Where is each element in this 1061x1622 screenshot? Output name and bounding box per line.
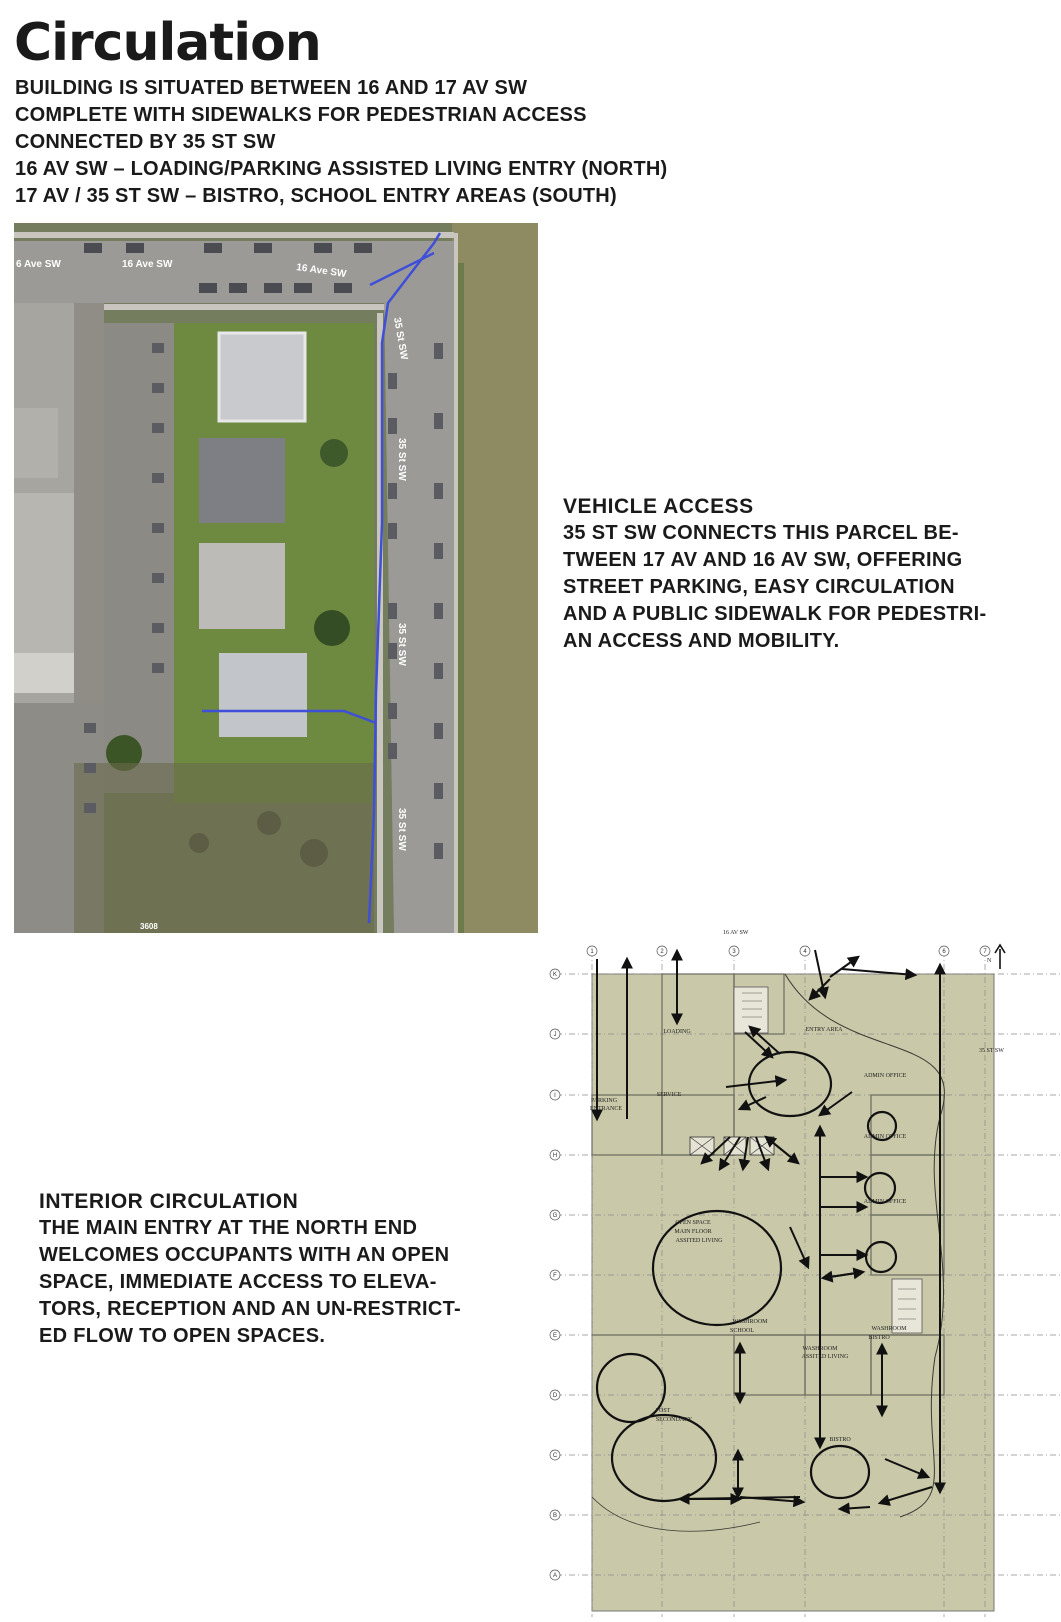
interior-circulation-line: WELCOMES OCCUPANTS WITH AN OPEN xyxy=(39,1244,450,1266)
grid-row-label: I xyxy=(554,1093,556,1099)
room-label-washroom-al: ASSITED LIVING xyxy=(801,1354,849,1360)
avenue-label: 35 St SW xyxy=(396,623,407,666)
room-label-admin: ADMIN OFFICE xyxy=(863,1073,907,1079)
interior-circulation-line: SPACE, IMMEDIATE ACCESS TO ELEVA- xyxy=(39,1271,437,1293)
grid-col-label: 2 xyxy=(660,949,664,955)
vehicle-access-note xyxy=(563,493,986,655)
north-label: N xyxy=(987,958,992,964)
grid-col-label: 7 xyxy=(983,949,987,955)
room-label-open-space: OPEN SPACE xyxy=(675,1220,711,1226)
intro-line: COMPLETE WITH SIDEWALKS FOR PEDESTRIAN ACCESS xyxy=(15,104,587,126)
grid-col-label: 1 xyxy=(590,949,594,955)
vehicle-access-line: AN ACCESS AND MOBILITY. xyxy=(563,630,840,652)
street-label: 16 Ave SW xyxy=(122,259,173,270)
grid-row-label: G xyxy=(552,1213,558,1219)
interior-circulation-heading: INTERIOR CIRCULATION xyxy=(39,1190,299,1213)
interior-circulation-line: THE MAIN ENTRY AT THE NORTH END xyxy=(39,1217,418,1239)
grid-row-label: H xyxy=(552,1153,558,1159)
room-label-post-secondary: POST xyxy=(655,1408,671,1414)
interior-circulation-line: ED FLOW TO OPEN SPACES. xyxy=(39,1325,326,1347)
intro-text xyxy=(15,75,775,210)
room-label-parking: ENTRANCE xyxy=(590,1106,622,1112)
vehicle-access-line: AND A PUBLIC SIDEWALK FOR PEDESTRI- xyxy=(563,603,987,625)
grid-row-label: C xyxy=(552,1453,558,1459)
grid-row-label: K xyxy=(552,972,558,978)
intro-line: CONNECTED BY 35 ST SW xyxy=(15,131,276,153)
street-label-north: 16 AV SW xyxy=(723,930,749,936)
floor-slab xyxy=(592,974,994,1611)
room-label-open-space: ASSITED LIVING xyxy=(675,1238,723,1244)
street-label: 6 Ave SW xyxy=(16,259,61,270)
room-label-open-space: MAIN FLOOR xyxy=(674,1229,712,1235)
intro-line: 17 AV / 35 ST SW – BISTRO, SCHOOL ENTRY AREAS (SOUTH) xyxy=(15,185,617,207)
intro-line: 16 AV SW – LOADING/PARKING ASSISTED LIVING ENTRY (NORTH) xyxy=(15,158,668,180)
address-label: 3608 xyxy=(140,922,158,931)
interior-circulation-line: TORS, RECEPTION AND AN UN-RESTRICT- xyxy=(39,1298,461,1320)
grid-col-label: 4 xyxy=(803,949,807,955)
grid-row-label: D xyxy=(552,1393,558,1399)
room-label-post-secondary: SECONDARY xyxy=(655,1417,693,1423)
vehicle-access-line: 35 ST SW CONNECTS THIS PARCEL BE- xyxy=(563,522,959,544)
grid-row-label: B xyxy=(552,1513,558,1519)
room-label-washroom-school: SCHOOL xyxy=(729,1328,755,1334)
avenue-label: 35 St SW xyxy=(396,438,407,481)
grid-row-label: F xyxy=(553,1273,557,1279)
grid-col-label: 6 xyxy=(942,949,946,955)
room-label-washroom-school: WASHROOM xyxy=(732,1319,768,1325)
street-label-east: 35 ST SW xyxy=(979,1048,1004,1054)
intro-line: BUILDING IS SITUATED BETWEEN 16 AND 17 AV SW xyxy=(15,77,528,99)
room-label-washroom-bistro: BISTRO xyxy=(868,1335,890,1341)
grid-row-label: A xyxy=(552,1573,558,1579)
vehicle-access-line: TWEEN 17 AV AND 16 AV SW, OFFERING xyxy=(563,549,963,571)
north-arrow-icon xyxy=(995,945,1005,969)
grid-row-label: J xyxy=(553,1032,557,1038)
grid-row-label: E xyxy=(552,1333,558,1339)
room-label-loading: LOADING xyxy=(663,1029,691,1035)
room-label-service: SERVICE xyxy=(656,1092,682,1098)
avenue-label: 35 St SW xyxy=(391,316,410,361)
aerial-site-photo xyxy=(14,223,538,933)
vehicle-access-line: STREET PARKING, EASY CIRCULATION xyxy=(563,576,955,598)
interior-circulation-note xyxy=(39,1188,461,1350)
room-label-parking: PARKING xyxy=(590,1098,618,1104)
room-label-bistro: BISTRO xyxy=(829,1437,851,1443)
avenue-label: 35 St SW xyxy=(396,808,407,851)
room-label-entry: ENTRY AREA xyxy=(805,1027,843,1033)
page-title: Circulation xyxy=(14,13,321,73)
street-label: 16 Ave SW xyxy=(295,262,348,280)
room-label-washroom-bistro: WASHROOM xyxy=(871,1326,907,1332)
room-label-admin: ADMIN OFFICE xyxy=(863,1199,907,1205)
room-label-washroom-al: WASHROOM xyxy=(802,1346,838,1352)
grid-col-label: 3 xyxy=(732,949,736,955)
vehicle-access-heading: VEHICLE ACCESS xyxy=(563,495,754,518)
floor-plan xyxy=(540,930,1061,1617)
room-label-admin: ADMIN OFFICE xyxy=(863,1134,907,1140)
